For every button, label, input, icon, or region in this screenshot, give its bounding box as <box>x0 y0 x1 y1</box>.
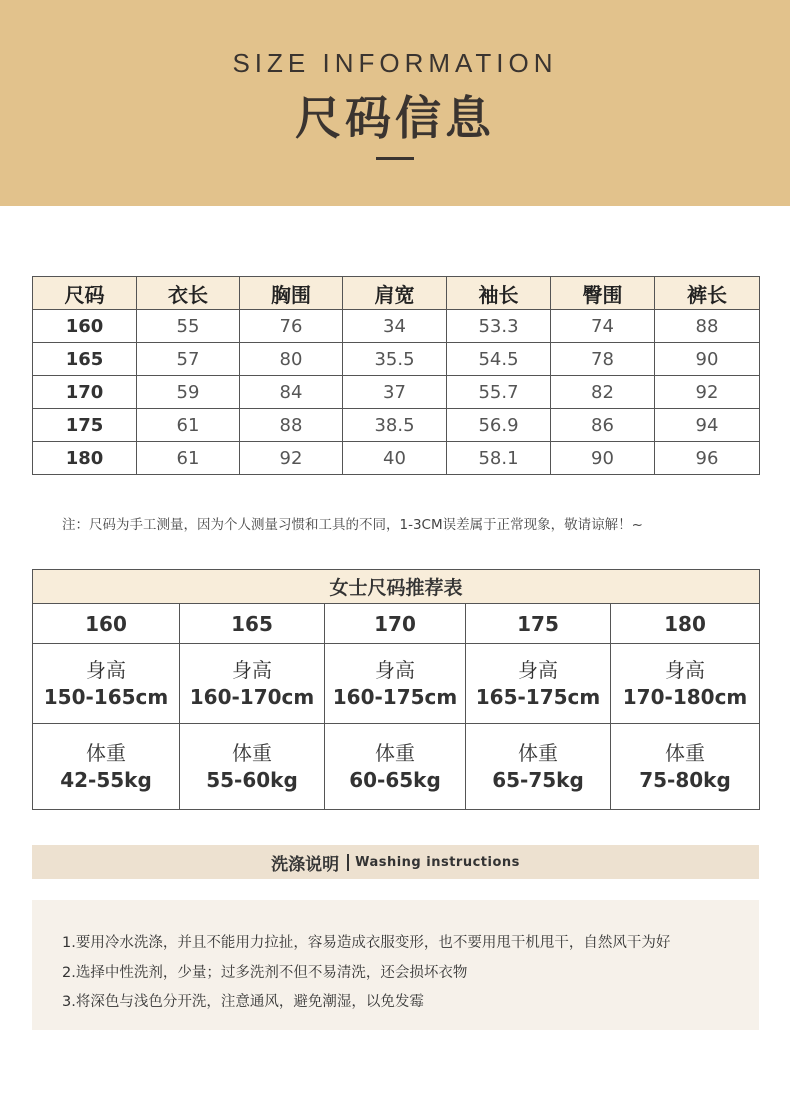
table-cell: 34 <box>343 310 447 343</box>
weight-range: 75-80kg <box>639 767 731 792</box>
table-cell: 96 <box>655 442 760 475</box>
recommendation-size: 160 <box>33 604 180 644</box>
table-cell: 57 <box>137 343 240 376</box>
table-cell: 78 <box>551 343 655 376</box>
recommendation-size: 180 <box>611 604 760 644</box>
size-table-header: 尺码 <box>33 277 137 310</box>
weight-cell <box>466 724 611 810</box>
weight-cell <box>611 724 760 810</box>
table-cell: 38.5 <box>343 409 447 442</box>
table-cell: 55 <box>137 310 240 343</box>
title-separator <box>347 854 349 871</box>
table-cell: 58.1 <box>447 442 551 475</box>
wash-instruction-item: 2.选择中性洗剂，少量；过多洗剂不但不易清洗，还会损坏衣物 <box>62 964 468 981</box>
recommendation-title: 女士尺码推荐表 <box>33 570 760 604</box>
height-cell <box>33 644 180 724</box>
table-cell: 90 <box>655 343 760 376</box>
height-range: 150-165cm <box>43 684 169 709</box>
table-cell: 92 <box>655 376 760 409</box>
table-cell: 59 <box>137 376 240 409</box>
table-row <box>33 409 760 442</box>
size-table-header: 胸围 <box>240 277 343 310</box>
weight-cell <box>180 724 325 810</box>
table-cell: 90 <box>551 442 655 475</box>
header-divider <box>376 157 414 160</box>
wash-section-title <box>32 845 759 879</box>
weight-cell <box>33 724 180 810</box>
size-table-header: 裤长 <box>655 277 760 310</box>
wash-instruction-item: 3.将深色与浅色分开洗，注意通风，避免潮湿，以免发霉 <box>62 994 424 1010</box>
table-cell: 82 <box>551 376 655 409</box>
weight-range: 55-60kg <box>206 767 298 792</box>
height-cell <box>466 644 611 724</box>
table-cell: 37 <box>343 376 447 409</box>
weight-range: 60-65kg <box>349 767 441 792</box>
weight-range: 65-75kg <box>492 767 584 792</box>
wash-title-en: Washing instructions <box>355 854 520 870</box>
height-label: 身高 <box>375 657 415 682</box>
table-row <box>33 604 760 644</box>
wash-title-cn: 洗涤说明 <box>271 854 340 875</box>
table-row <box>33 724 760 810</box>
size-table-header-row <box>33 277 760 310</box>
height-label: 身高 <box>232 657 272 682</box>
wash-instructions <box>32 900 759 1030</box>
table-cell: 84 <box>240 376 343 409</box>
header-banner <box>0 0 790 206</box>
size-recommendation-table <box>32 569 760 810</box>
size-table-header: 肩宽 <box>343 277 447 310</box>
table-cell: 94 <box>655 409 760 442</box>
table-row <box>33 644 760 724</box>
measurement-note: 注：尺码为手工测量，因为个人测量习惯和工具的不同，1-3CM误差属于正常现象，敬请谅解！~ <box>62 517 643 533</box>
table-row <box>33 343 760 376</box>
recommendation-size: 170 <box>325 604 466 644</box>
table-cell-size: 180 <box>33 442 137 475</box>
table-cell: 40 <box>343 442 447 475</box>
table-row <box>33 442 760 475</box>
table-row <box>33 310 760 343</box>
height-label: 身高 <box>518 657 558 682</box>
table-cell-size: 175 <box>33 409 137 442</box>
height-label: 身高 <box>86 657 126 682</box>
table-cell: 55.7 <box>447 376 551 409</box>
table-cell: 86 <box>551 409 655 442</box>
table-cell-size: 170 <box>33 376 137 409</box>
height-label: 身高 <box>665 657 706 682</box>
weight-label: 体重 <box>665 740 706 765</box>
table-cell: 80 <box>240 343 343 376</box>
table-cell: 56.9 <box>447 409 551 442</box>
size-table-header: 衣长 <box>137 277 240 310</box>
weight-label: 体重 <box>518 740 558 765</box>
table-cell: 61 <box>137 409 240 442</box>
table-cell-size: 160 <box>33 310 137 343</box>
table-cell-size: 165 <box>33 343 137 376</box>
height-range: 165-175cm <box>475 684 601 709</box>
weight-label: 体重 <box>86 740 126 765</box>
height-cell <box>611 644 760 724</box>
table-cell: 35.5 <box>343 343 447 376</box>
table-cell: 53.3 <box>447 310 551 343</box>
header-title-en: SIZE INFORMATION <box>232 48 558 78</box>
wash-instruction-item: 1.要用冷水洗涤，并且不能用力拉扯，容易造成衣服变形，也不要用甩干机甩干，自然风干为好 <box>62 935 671 951</box>
height-range: 170-180cm <box>622 684 748 709</box>
weight-cell <box>325 724 466 810</box>
weight-range: 42-55kg <box>60 767 152 792</box>
height-range: 160-175cm <box>332 684 458 709</box>
table-cell: 76 <box>240 310 343 343</box>
height-cell <box>180 644 325 724</box>
table-cell: 88 <box>240 409 343 442</box>
weight-label: 体重 <box>232 740 272 765</box>
recommendation-size: 165 <box>180 604 325 644</box>
size-table-header: 臀围 <box>551 277 655 310</box>
height-cell <box>325 644 466 724</box>
table-cell: 92 <box>240 442 343 475</box>
table-cell: 74 <box>551 310 655 343</box>
table-cell: 88 <box>655 310 760 343</box>
table-cell: 54.5 <box>447 343 551 376</box>
height-range: 160-170cm <box>189 684 315 709</box>
size-table <box>32 276 760 475</box>
table-row <box>33 376 760 409</box>
table-cell: 61 <box>137 442 240 475</box>
header-title-cn: 尺码信息 <box>295 91 495 145</box>
recommendation-size: 175 <box>466 604 611 644</box>
size-table-header: 袖长 <box>447 277 551 310</box>
weight-label: 体重 <box>375 740 415 765</box>
